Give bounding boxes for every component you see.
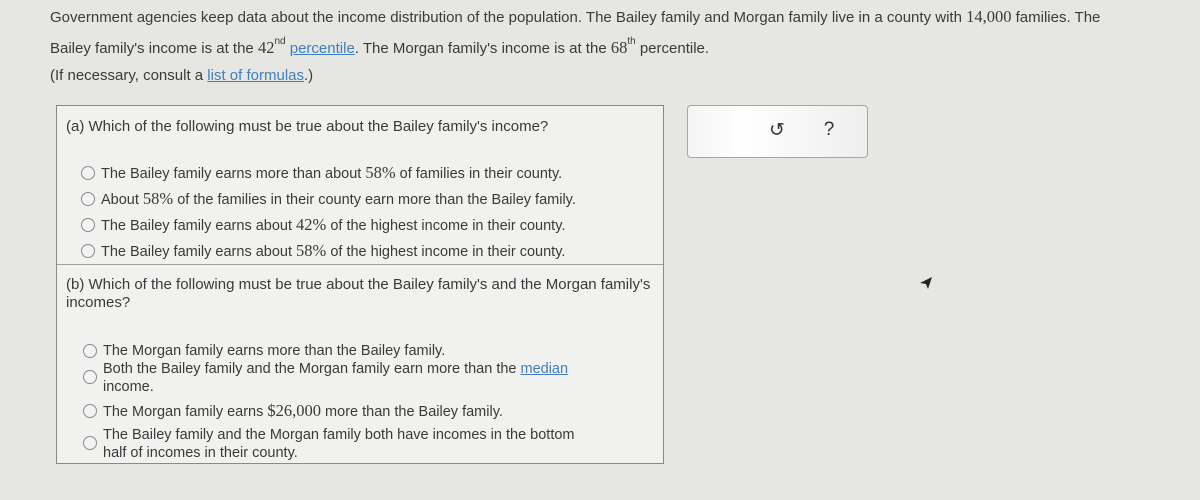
option-label: The Bailey family earns about 58% of the highest income in their county. [101,241,566,260]
option-b4[interactable] [83,426,575,462]
consult-formulas-note [50,67,313,84]
formulas-link[interactable]: list of formulas [207,67,304,84]
section-divider [57,264,663,265]
radio-button[interactable] [83,436,97,450]
option-b1[interactable] [83,342,445,360]
problem-text: Bailey family's income is at the [50,40,258,57]
radio-button[interactable] [83,404,97,418]
option-a4[interactable] [81,242,565,261]
ordinal-suffix: th [627,36,636,47]
ordinal-suffix: nd [274,36,286,47]
radio-button[interactable] [81,166,95,180]
bailey-percentile: 42 [257,38,275,57]
option-label: The Bailey family and the Morgan family both have incomes in the bottom half of incomes in their county. [103,427,575,461]
question-panel [56,105,664,464]
problem-text: Government agencies keep data about the income distribution of the population. The Bailey family and Morgan family live in a county with [50,9,967,26]
radio-button[interactable] [81,244,95,258]
answer-toolbox [687,105,868,158]
radio-button[interactable] [81,192,95,206]
question-b-title: (b) Which of the following must be true about the Bailey family's and the Morgan family's incomes? [66,276,651,311]
morgan-percentile: 68 [610,38,628,57]
option-label: About 58% of the families in their county earn more than the Bailey family. [101,189,576,208]
percentile-link[interactable]: percentile [289,40,355,57]
help-icon[interactable]: ? [823,119,835,140]
consult-text: (If necessary, consult a [50,67,208,84]
problem-text: percentile. [635,40,710,57]
problem-statement [50,2,1190,64]
option-label: Both the Bailey family and the Morgan family earn more than the median income. [103,361,569,395]
problem-line-2 [50,33,1190,64]
option-a3[interactable] [81,216,565,235]
option-b3[interactable] [83,402,503,421]
option-a2[interactable] [81,190,576,209]
option-label: The Bailey family earns about 42% of the highest income in their county. [101,215,566,234]
question-a-title: (a) Which of the following must be true about the Bailey family's income? [66,118,549,135]
option-b2[interactable] [83,360,568,396]
problem-line-1 [50,2,1190,33]
problem-text: . The Morgan family's income is at the [354,40,611,57]
undo-icon[interactable]: ↺ [769,120,785,141]
option-label: The Morgan family earns $26,000 more than the Bailey family. [103,401,503,420]
radio-button[interactable] [83,370,97,384]
option-label: The Morgan family earns more than the Bailey family. [103,343,446,359]
option-label: The Bailey family earns more than about 58% of families in their county. [101,163,563,182]
families-count: 14,000 [966,7,1012,26]
option-a1[interactable] [81,164,562,183]
problem-text: families. The [1011,9,1101,26]
consult-text: .) [304,67,314,84]
radio-button[interactable] [81,218,95,232]
median-link[interactable]: median [520,361,569,377]
radio-button[interactable] [83,344,97,358]
mouse-cursor-icon [919,276,933,290]
